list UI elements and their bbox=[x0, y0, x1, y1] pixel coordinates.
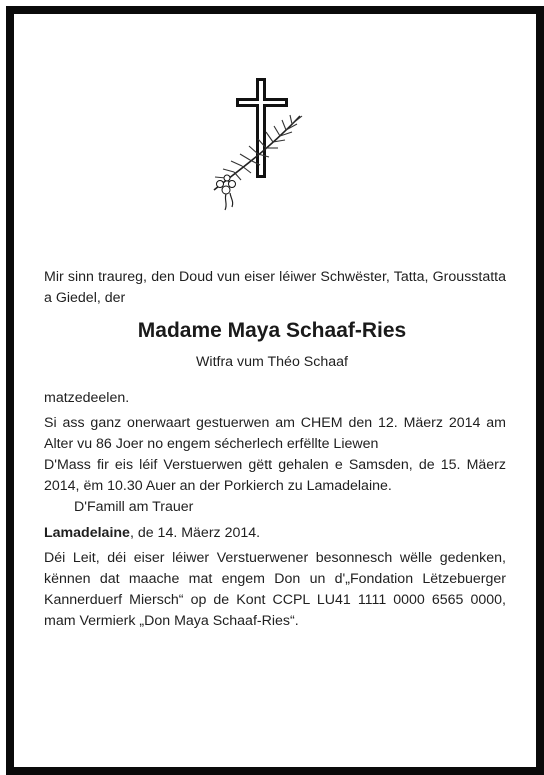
cross-with-palm-icon bbox=[196, 72, 306, 212]
deceased-name: Madame Maya Schaaf-Ries bbox=[137, 319, 407, 342]
donation-notice: Déi Leit, déi eiser léiwer Verstuerwener besonnesch wëlle gedenken, kënnen dat maache mat engem Don un d'„Fondation Lëtzebuerger Kannerduerf Miersch“ op de Kont CCPL LU41 1111 0000 6565 0000, mam Vermierk „Don Maya Schaaf-Ries“. bbox=[44, 550, 506, 629]
family-signature: D'Famill am Trauer bbox=[74, 499, 194, 515]
date-text: , de 14. Mäerz 2014. bbox=[129, 525, 261, 541]
widow-of-line: Witfra vum Théo Schaaf bbox=[196, 354, 348, 370]
mass-notice: D'Mass fir eis léif Verstuerwen gëtt gehalen e Samsden, de 15. Mäerz 2014, ëm 10.30 Auer an der Porkierch zu Lamadelaine. bbox=[44, 457, 506, 494]
death-notice: Si ass ganz onerwaart gestuerwen am CHEM den 12. Mäerz 2014 am Alter vu 86 Joer no engem sécherlech erfëllte Liewen bbox=[44, 415, 506, 452]
place-name: Lamadelaine bbox=[44, 525, 130, 541]
place-date-line bbox=[44, 523, 506, 544]
intro-text: Mir sinn traureg, den Doud vun eiser léiwer Schwëster, Tatta, Grousstatta a Giedel, der bbox=[44, 269, 506, 306]
announce-text: matzedeelen. bbox=[44, 390, 130, 406]
